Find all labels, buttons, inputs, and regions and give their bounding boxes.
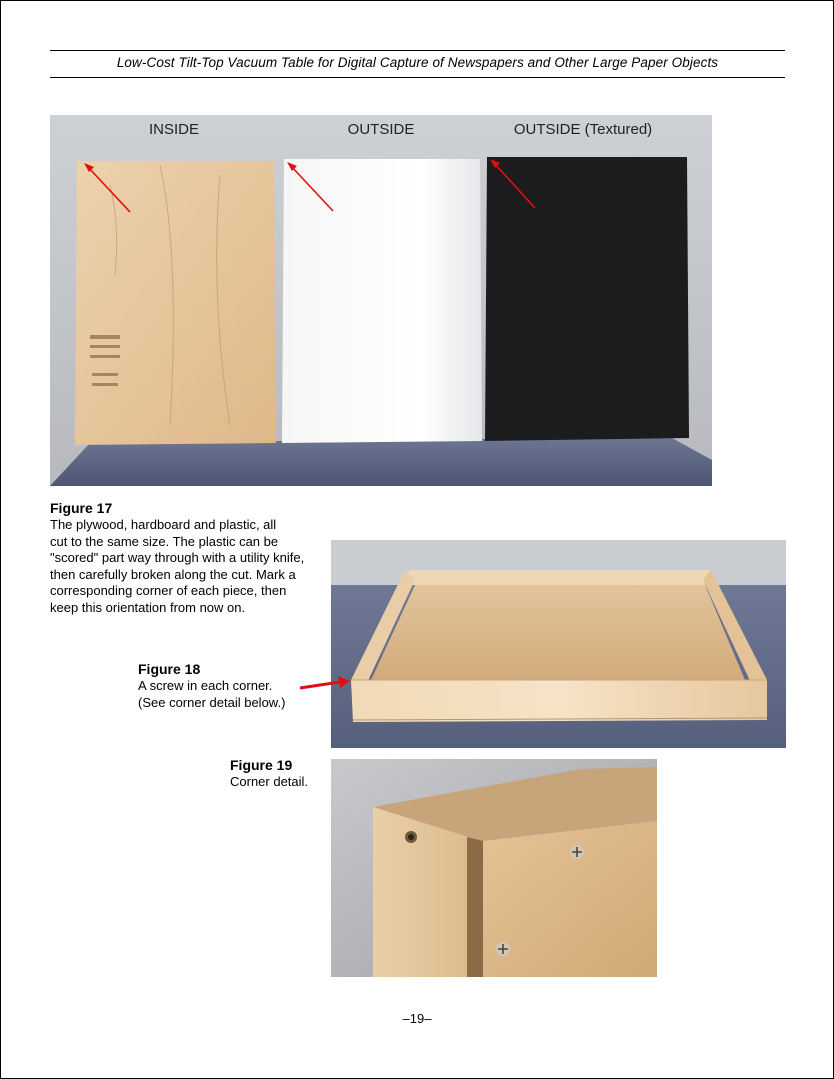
page-number: –19–	[402, 1011, 432, 1026]
figure-17-caption-line: The plywood, hardboard and plastic, all	[50, 517, 277, 532]
tray-front-wall	[351, 680, 767, 722]
figure-17-caption-line: cut to the same size. The plastic can be	[50, 533, 279, 549]
plastic-panel	[485, 157, 689, 441]
figure-19-caption-line: Corner detail.	[230, 774, 309, 789]
hardboard-panel	[282, 159, 482, 443]
tray-back-wall	[405, 570, 715, 585]
header-top-rule	[50, 50, 785, 51]
figure-18-photo	[331, 540, 786, 748]
figure-17-caption-line: corresponding corner of each piece, then	[50, 583, 287, 598]
photo-label-inside: INSIDE	[148, 121, 200, 138]
figure-18-caption-line: A screw in each corner.	[138, 678, 273, 693]
right-face	[483, 821, 657, 977]
figure-17-caption-line: then carefully broken along the cut. Mark a	[50, 566, 296, 582]
figure-17-caption-line: keep this orientation from now on.	[50, 599, 246, 615]
figure-17-title: Figure 17	[50, 500, 113, 516]
figure-19-caption	[230, 757, 330, 791]
photo-label-outside-textured: OUTSIDE (Textured)	[513, 121, 653, 138]
figure-18-title: Figure 18	[138, 661, 201, 677]
running-header-title: Low-Cost Tilt-Top Vacuum Table for Digital Capture of Newspapers and Other Large Paper Objects	[116, 55, 719, 70]
tray-floor	[371, 585, 745, 680]
header-bottom-rule	[50, 77, 785, 78]
figure-18-caption	[138, 661, 328, 711]
figure-17-caption	[50, 500, 330, 616]
figure-17-photo	[50, 115, 712, 486]
figure-18-caption-line: (See corner detail below.)	[138, 694, 286, 710]
plywood-panel	[75, 161, 276, 445]
figure-19-photo	[331, 759, 657, 977]
photo-label-outside: OUTSIDE	[347, 121, 415, 138]
table-cloth	[50, 437, 712, 486]
figure-19-title: Figure 19	[230, 757, 293, 773]
plywood-edge-grain	[467, 837, 483, 977]
figure-17-caption-line: "scored" part way through with a utility knife,	[50, 550, 305, 565]
